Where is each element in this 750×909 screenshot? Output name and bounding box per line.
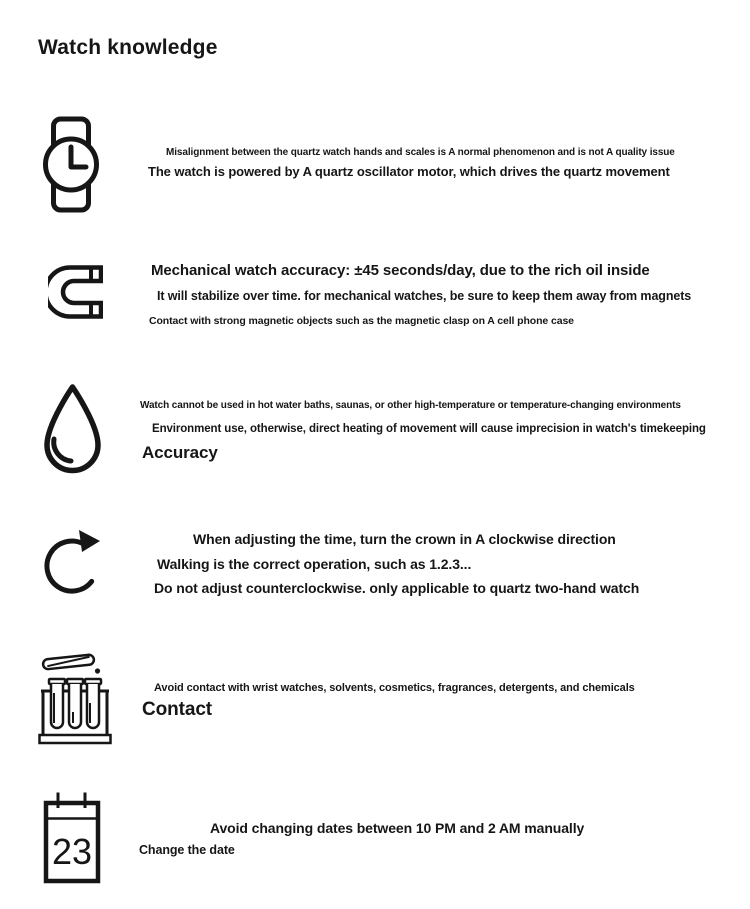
info-line: Avoid changing dates between 10 PM and 2 AM manually: [210, 820, 585, 836]
info-line: Environment use, otherwise, direct heating of movement will cause imprecision in watch's timekeeping: [152, 423, 706, 435]
info-line: Mechanical watch accuracy: ±45 seconds/day, due to the rich oil inside: [151, 262, 650, 279]
info-line: Walking is the correct operation, such as 1.2.3...: [157, 556, 472, 572]
wristwatch-icon: [42, 116, 100, 213]
water-drop-icon: [40, 382, 105, 478]
test-tubes-icon: [38, 649, 112, 746]
info-line: Contact with strong magnetic objects such as the magnetic clasp on A cell phone case: [149, 315, 574, 327]
info-line: Avoid contact with wrist watches, solvents, cosmetics, fragrances, detergents, and chemicals: [154, 682, 635, 694]
info-line: Misalignment between the quartz watch hands and scales is A normal phenomenon and is not A quality issue: [166, 147, 675, 158]
calendar-icon: [42, 789, 102, 885]
magnet-icon: [48, 262, 103, 322]
info-line: The watch is powered by A quartz oscillator motor, which drives the quartz movement: [148, 164, 670, 179]
info-line: Change the date: [139, 843, 235, 857]
info-line: Do not adjust counterclockwise. only applicable to quartz two-hand watch: [154, 580, 640, 596]
clockwise-arrow-icon: [43, 527, 105, 600]
calendar-day-number: 23: [51, 831, 93, 872]
section-heading: Accuracy: [142, 443, 218, 462]
section-heading: Contact: [142, 699, 213, 720]
info-line: Watch cannot be used in hot water baths, saunas, or other high-temperature or temperature-changing environments: [140, 400, 681, 411]
page-title: Watch knowledge: [38, 36, 218, 59]
info-line: It will stabilize over time. for mechanical watches, be sure to keep them away from magnets: [157, 289, 692, 303]
info-line: When adjusting the time, turn the crown in A clockwise direction: [193, 531, 616, 547]
